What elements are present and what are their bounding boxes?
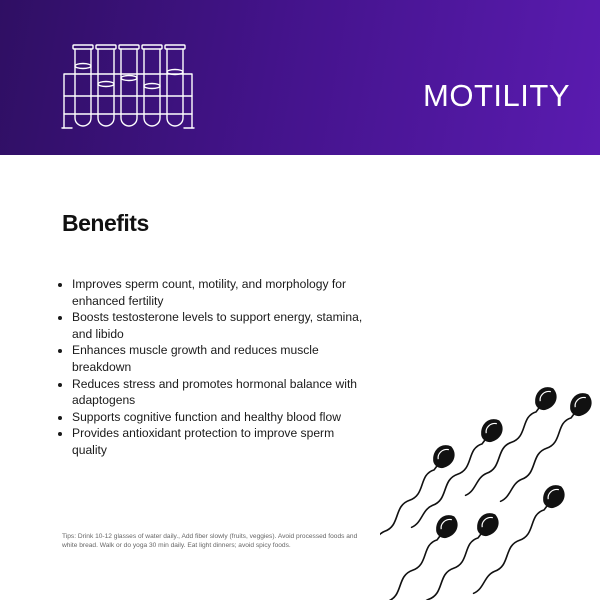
tips-text: Tips: Drink 10-12 glasses of water daily., Add fiber slowly (fruits, veggies). Avoid processed foods and white bread. Walk or do yoga 30 min daily. Eat light dinners; avoid spicy foods. (62, 533, 358, 550)
benefit-item: • Enhances muscle growth and reduces muscle breakdown (72, 342, 372, 375)
page-title: MOTILITY (423, 78, 570, 113)
benefit-item: • Provides antioxidant protection to improve sperm quality (72, 425, 372, 458)
sperm-cell-5 (472, 480, 569, 600)
benefits-heading: Benefits (62, 210, 149, 236)
sperm-cells-illustration (380, 370, 600, 600)
benefit-item: • Improves sperm count, motility, and morphology for enhanced fertility (72, 276, 372, 309)
benefit-item: • Supports cognitive function and healthy blood flow (72, 409, 372, 426)
sperm-cell-6 (380, 510, 462, 600)
benefit-item: • Reduces stress and promotes hormonal balance with adaptogens (72, 376, 372, 409)
sperm-cell-4 (380, 440, 459, 563)
header-banner (0, 0, 600, 155)
benefit-item: • Boosts testosterone levels to support energy, stamina, and libido (72, 309, 372, 342)
benefits-list (60, 276, 372, 459)
test-tubes-rack-icon (58, 40, 198, 132)
